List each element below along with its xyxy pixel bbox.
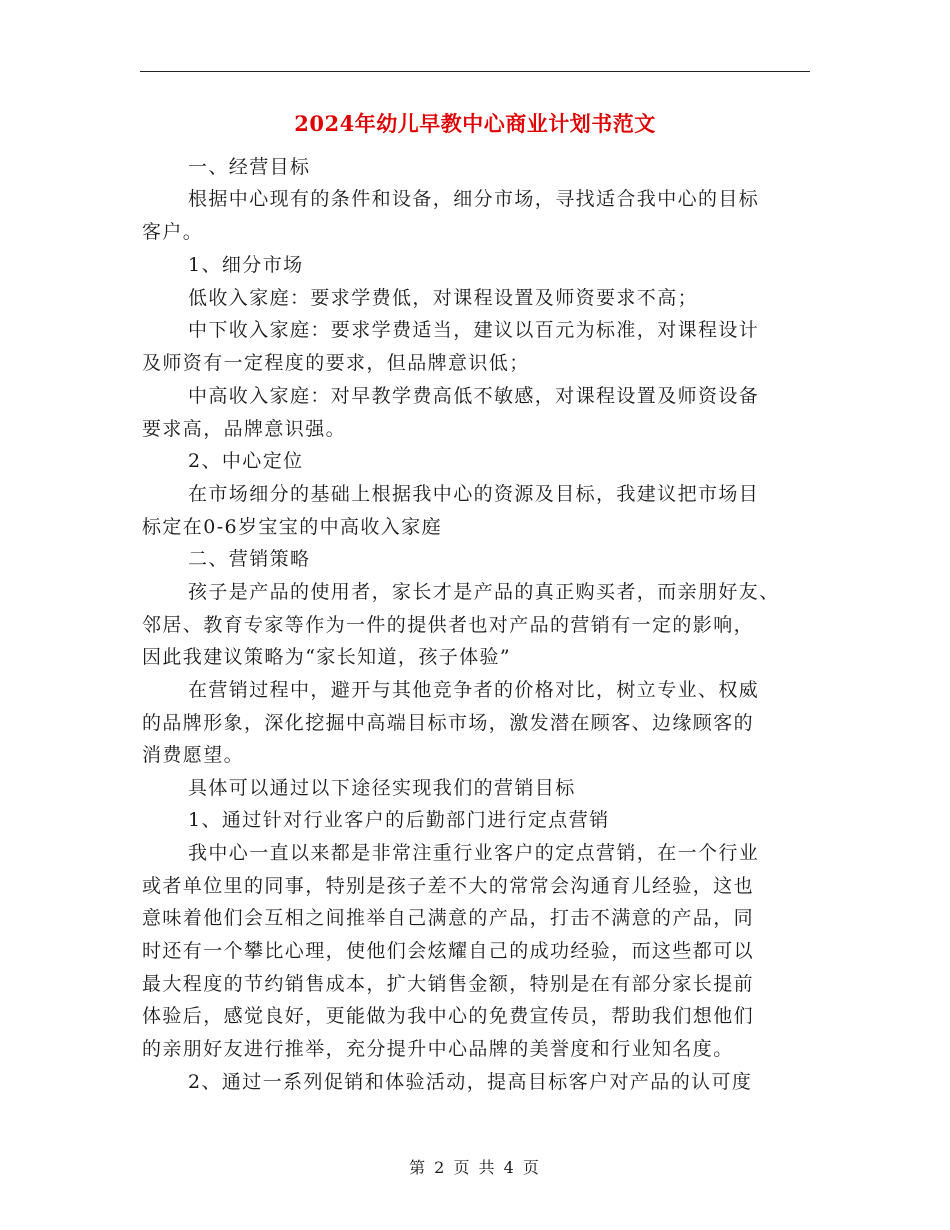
paragraph-line: 根据中心现有的条件和设备，细分市场，寻找适合我中心的目标: [188, 188, 760, 210]
paragraph-line: 具体可以通过以下途径实现我们的营销目标: [188, 777, 576, 799]
header-rule: [140, 71, 810, 72]
paragraph-line: 的品牌形象，深化挖掘中高端目标市场，激发潜在顾客、边缘顾客的: [142, 712, 755, 734]
paragraph-line: 我中心一直以来都是非常注重行业客户的定点营销，在一个行业: [188, 842, 760, 864]
paragraph-line: 在营销过程中，避开与其他竞争者的价格对比，树立专业、权威: [188, 679, 760, 701]
paragraph-line: 中高收入家庭：对早教学费高低不敏感，对课程设置及师资设备: [188, 385, 760, 407]
paragraph-line: 的亲朋好友进行推举，充分提升中心品牌的美誉度和行业知名度。: [142, 1038, 734, 1060]
subsection-heading: 2、通过一系列促销和体验活动，提高目标客户对产品的认可度: [188, 1071, 753, 1093]
section-heading: 二、营销策略: [188, 548, 311, 570]
page-footer: 第 2 页 共 4 页: [409, 1158, 541, 1177]
paragraph-line: 意味着他们会互相之间推举自己满意的产品，打击不满意的产品，同: [142, 907, 755, 929]
section-heading: 一、经营目标: [188, 156, 311, 178]
paragraph-line: 要求高，品牌意识强。: [142, 418, 347, 440]
paragraph-line: 或者单位里的同事，特别是孩子差不大的常常会沟通育儿经验，这也: [142, 875, 755, 897]
subsection-heading: 1、细分市场: [188, 254, 304, 276]
document-title: 2024年幼儿早教中心商业计划书范文: [294, 111, 656, 136]
paragraph-line: 客户。: [142, 221, 204, 243]
paragraph-line: 孩子是产品的使用者，家长才是产品的真正购买者，而亲朋好友、: [188, 581, 780, 603]
paragraph-line: 中下收入家庭：要求学费适当，建议以百元为标准，对课程设计: [188, 319, 760, 341]
paragraph-line: 邻居、教育专家等作为一件的提供者也对产品的营销有一定的影响，: [142, 614, 755, 636]
paragraph-line: 因此我建议策略为“家长知道，孩子体验”: [142, 646, 512, 668]
subsection-heading: 2、中心定位: [188, 450, 304, 472]
subsection-heading: 1、通过针对行业客户的后勤部门进行定点营销: [188, 809, 610, 831]
paragraph-line: 标定在0-6岁宝宝的中高收入家庭: [142, 516, 442, 538]
paragraph-line: 在市场细分的基础上根据我中心的资源及目标，我建议把市场目: [188, 483, 760, 505]
paragraph-line: 时还有一个攀比心理，使他们会炫耀自己的成功经验，而这些都可以: [142, 940, 755, 962]
paragraph-line: 低收入家庭：要求学费低，对课程设置及师资要求不高；: [188, 287, 699, 309]
paragraph-line: 体验后，感觉良好，更能做为我中心的免费宣传员，帮助我们想他们: [142, 1005, 755, 1027]
paragraph-line: 及师资有一定程度的要求，但品牌意识低；: [142, 352, 530, 374]
paragraph-line: 最大程度的节约销售成本，扩大销售金额，特别是在有部分家长提前: [142, 973, 755, 995]
paragraph-line: 消费愿望。: [142, 744, 245, 766]
